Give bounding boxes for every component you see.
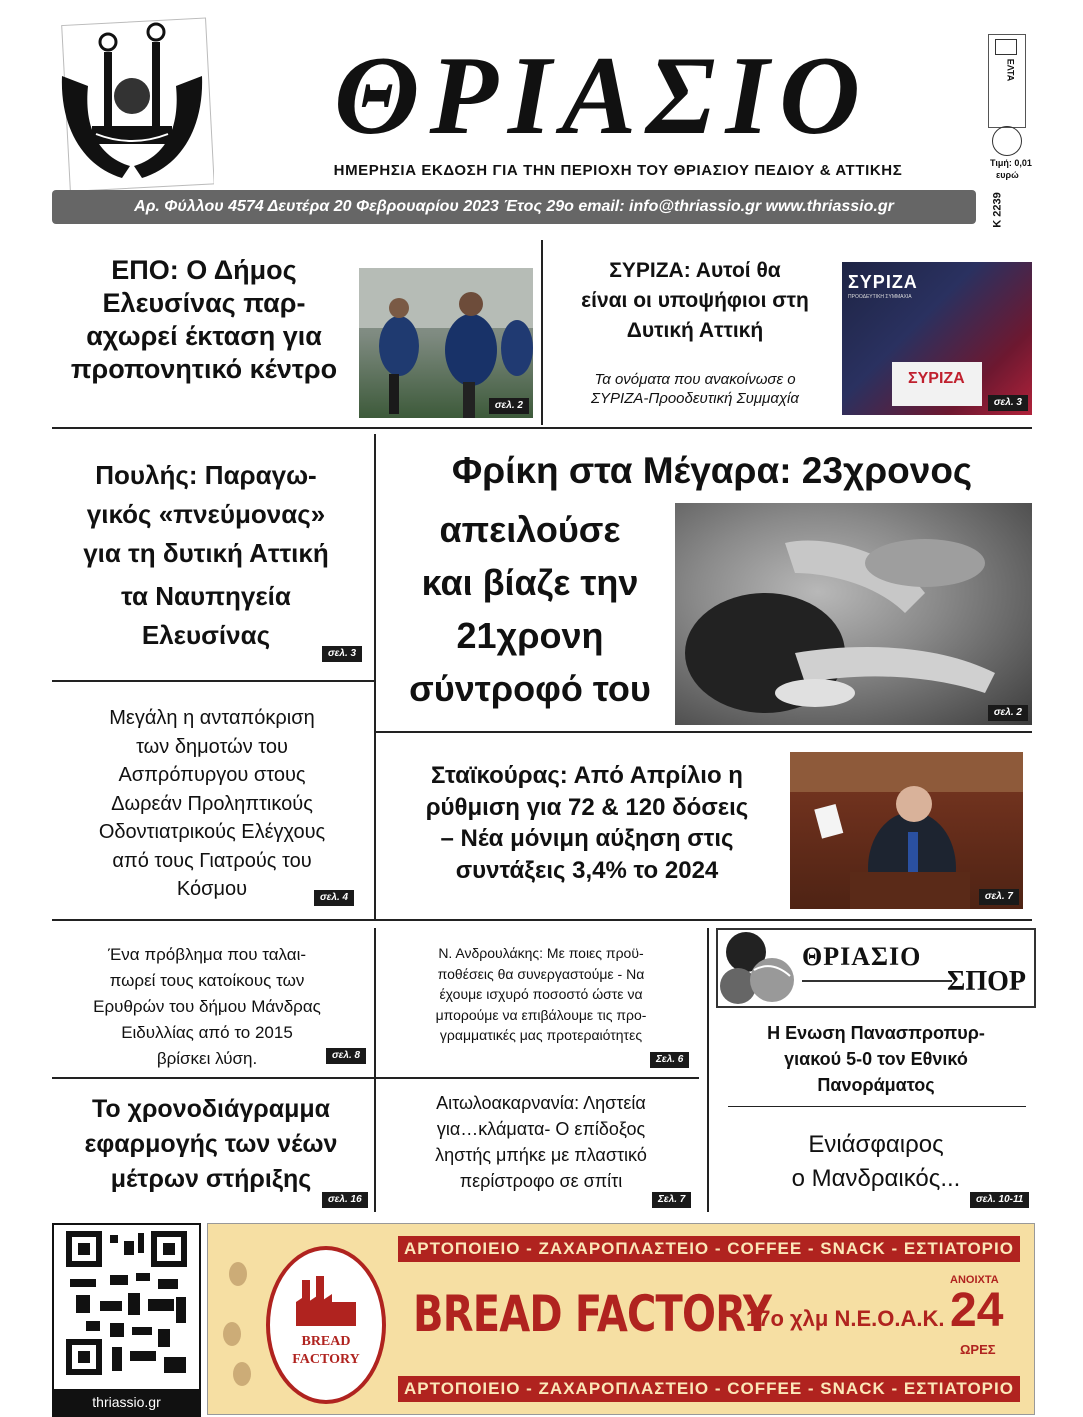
issn-code: Κ 2239: [991, 192, 1004, 228]
football-players-image: [359, 268, 533, 418]
ad-logo-line1: BREAD: [301, 1334, 351, 1349]
syriza-page-ref: σελ. 3: [988, 395, 1028, 411]
divider-h1: [52, 427, 1032, 429]
xronodiagramma-page-ref: σελ. 16: [322, 1192, 368, 1208]
divider-h4: [52, 1077, 699, 1079]
epo-page-ref: σελ. 2: [489, 398, 529, 414]
stamp-circle-icon: [992, 126, 1022, 156]
sport-banner-sport: ΣΠΟΡ: [947, 966, 1026, 997]
ad-hours-label: ΩΡΕΣ: [960, 1342, 996, 1357]
androulakis-headline[interactable]: Ν. Ανδρουλάκης: Με ποιες προϋ- ποθέσεις θα συνεργαστούμε - Να έχουμε ισχυρό ποσοστό ώστε να μπορούμε να επιβάλουμε τις προ- γραμματικές μας προτεραιότητες: [435, 945, 647, 1044]
divider-col-b2: [707, 928, 709, 1212]
megara-page-ref: σελ. 2: [988, 705, 1028, 721]
masthead-logo: [52, 16, 214, 196]
ad-brand: BREAD FACTORY: [413, 1285, 772, 1343]
ad-address: 17ο χλμ Ν.Ε.Ο.Α.Κ.: [746, 1306, 945, 1331]
sport-headline-2[interactable]: Ενιάσφαιρος ο Μανδραικός...: [791, 1131, 961, 1192]
divider-col: [374, 434, 376, 919]
megara-title[interactable]: Φρίκη στα Μέγαρα: 23χρονος: [451, 450, 973, 491]
sport-balls-icon: [718, 930, 798, 1006]
aitoloakarnania-page-ref: Σελ. 7: [652, 1192, 691, 1208]
divider-row1: [541, 240, 543, 425]
aspropyrgos-page-ref: σελ. 4: [314, 890, 354, 906]
erythres-page-ref: σελ. 8: [326, 1048, 366, 1064]
stamp-text: ΕΛΤΑ: [1005, 58, 1016, 82]
staikouras-photo[interactable]: [790, 752, 1023, 909]
masthead-title: ΘΡΙΑΣΙΟ: [334, 34, 870, 158]
syriza-logo-sub: ΠΡΟΟΔΕΥΤΙΚΗ ΣΥΜΜΑΧΙΑ: [848, 294, 912, 300]
sport-banner-title: ΘΡΙΑΣΙΟ: [802, 942, 922, 971]
erythres-headline[interactable]: Ένα πρόβλημα που ταλαι- πωρεί τους κατοίκους των Ερυθρών του δήμου Μάνδρας Ειδυλλίας από το 2015 βρίσκει λύση.: [93, 945, 321, 1068]
issue-line: Αρ. Φύλλου 4574 Δευτέρα 20 Φεβρουαρίου 2023 Έτος 29ο email: info@thriassio.gr www.thriassio.gr: [134, 198, 894, 215]
xronodiagramma-headline[interactable]: Το χρονοδιάγραμμα εφαρμογής των νέων μέτρων στήριξης: [84, 1095, 338, 1193]
violence-image: [675, 503, 1032, 725]
syriza-podium-logo: ΣΥΡΙΖΑ: [908, 370, 965, 387]
syriza-photo[interactable]: [842, 262, 1032, 415]
aitoloakarnania-headline[interactable]: Αιτωλοακαρνανία: Ληστεία για…κλάματα- Ο επίδοξος ληστής μπήκε με πλαστικό περίστροφο σε σπίτι: [435, 1093, 647, 1191]
divider-h2-left: [52, 680, 374, 682]
epo-headline[interactable]: ΕΠΟ: Ο Δήμος Ελευσίνας παρ- αχωρεί έκταση για προπονητικό κέντρο: [70, 255, 338, 384]
staikouras-headline[interactable]: Σταϊκούρας: Από Απρίλιο η ρύθμιση για 72 & 120 δόσεις – Νέα μόνιμη αύξηση στις συντάξεις 3,4% το 2024: [425, 762, 749, 884]
factory-icon: [296, 1276, 356, 1326]
ad-open-label: ΑΝΟΙΧΤΑ: [950, 1274, 999, 1286]
syriza-subhead: Τα ονόματα που ανακοίνωσε ο ΣΥΡΙΖΑ-Προοδευτική Συμμαχία: [591, 371, 799, 407]
megara-photo[interactable]: [675, 503, 1032, 725]
ad-top-strip: ΑΡΤΟΠΟΙΕΙΟ - ΖΑΧΑΡΟΠΛΑΣΤΕΙΟ - COFFEE - SNACK - ΕΣΤΙΑΤΟΡΙΟ: [398, 1236, 1020, 1262]
sport-page-ref: σελ. 10-11: [970, 1192, 1029, 1208]
ad-bottom-strip: ΑΡΤΟΠΟΙΕΙΟ - ΖΑΧΑΡΟΠΛΑΣΤΕΙΟ - COFFEE - SNACK - ΕΣΤΙΑΤΟΡΙΟ: [398, 1376, 1020, 1402]
minister-speaking-image: [790, 752, 1023, 909]
poulis-headline[interactable]: Πουλής: Παραγω- γικός «πνεύμονας» για τη δυτική Αττική τα Ναυπηγεία Ελευσίνας: [83, 460, 329, 650]
ad-hours: 24: [950, 1284, 1004, 1337]
sport-banner[interactable]: [716, 928, 1036, 1008]
price-unit: ευρώ: [996, 170, 1019, 180]
ad-logo-line2: FACTORY: [292, 1352, 360, 1367]
syriza-logo-top: ΣΥΡΙΖΑ: [848, 272, 918, 292]
stamp-box: [988, 34, 1026, 128]
ad-logo-badge: [266, 1246, 386, 1404]
divider-h3: [52, 919, 1032, 921]
bread-factory-ad[interactable]: [207, 1223, 1035, 1415]
qr-box[interactable]: [52, 1223, 201, 1417]
coffee-beans-icon: [218, 1244, 258, 1394]
qr-code-icon: [66, 1231, 187, 1381]
megara-headline[interactable]: απειλούσε και βίαζε την 21χρονη σύντροφό του: [409, 509, 651, 709]
divider-sport: [728, 1106, 1026, 1107]
masthead-subtitle: ΗΜΕΡΗΣΙΑ ΕΚΔΟΣΗ ΓΙΑ ΤΗΝ ΠΕΡΙΟΧΗ ΤΟΥ ΘΡΙΑΣΙΟΥ ΠΕΔΙΟΥ & ΑΤΤΙΚΗΣ: [333, 162, 903, 179]
divider-col-b1: [374, 928, 376, 1212]
aspropyrgos-headline[interactable]: Μεγάλη η ανταπόκριση των δημοτών του Ασπρόπυργου στους Δωρεάν Προληπτικούς Οδοντιατρικούς Ελέγχους από τους Γιατρούς του Κόσμου: [98, 707, 326, 900]
hands-factory-logo-icon: [52, 16, 214, 196]
androulakis-page-ref: Σελ. 6: [650, 1052, 689, 1068]
issue-bar: [52, 190, 976, 224]
staikouras-page-ref: σελ. 7: [979, 889, 1019, 905]
sport-headline-1[interactable]: Η Ενωση Πανασπροπυρ- γιακού 5-0 τον Εθνικό Πανοράματος: [767, 1023, 985, 1095]
syriza-headline[interactable]: ΣΥΡΙΖΑ: Αυτοί θα είναι οι υποψήφιοι στη Δυτική Αττική: [581, 259, 809, 342]
poulis-page-ref: σελ. 3: [322, 646, 362, 662]
divider-h2-right: [375, 731, 1032, 733]
qr-caption[interactable]: thriassio.gr: [54, 1389, 199, 1415]
price-label: Τιμή: 0,01: [990, 158, 1032, 168]
epo-photo[interactable]: [359, 268, 533, 418]
